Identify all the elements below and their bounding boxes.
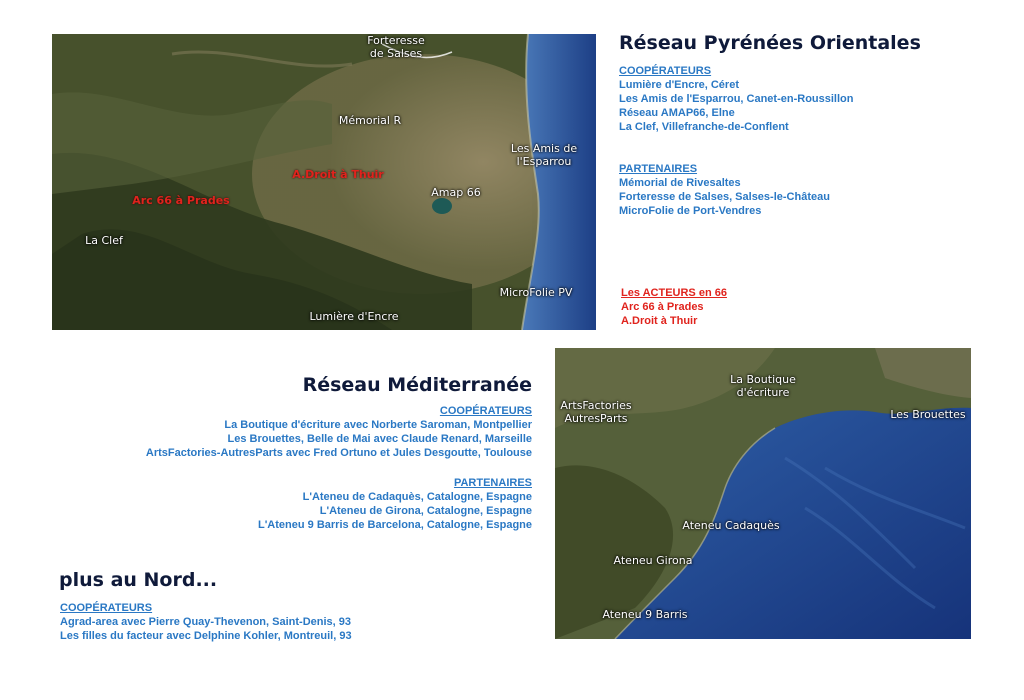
pyrenees-cooperateurs xyxy=(619,64,853,134)
list-item: La Clef, Villefranche-de-Conflent xyxy=(619,121,789,133)
list-item: Les filles du facteur avec Delphine Kohler, Montreuil, 93 xyxy=(60,630,352,642)
pyrenees-partenaires xyxy=(619,162,830,218)
map-label-brouettes: Les Brouettes xyxy=(890,408,966,421)
map-mediterranee xyxy=(555,348,971,639)
map-label-memorial: Mémorial R xyxy=(338,114,402,127)
list-item: La Boutique d'écriture avec Norberte Saroman, Montpellier xyxy=(224,419,532,431)
list-item: Réseau AMAP66, Elne xyxy=(619,107,735,119)
list-item: Les Brouettes, Belle de Mai avec Claude Renard, Marseille xyxy=(227,433,532,445)
list-item: Lumière d'Encre, Céret xyxy=(619,79,739,91)
nord-title: plus au Nord... xyxy=(59,569,218,591)
list-item: MicroFolie de Port-Vendres xyxy=(619,205,762,217)
mediterranee-cooperateurs xyxy=(60,404,532,460)
pyrenees-acteurs-head: Les ACTEURS en 66 xyxy=(621,287,727,299)
list-item: ArtsFactories-AutresParts avec Fred Ortuno et Jules Desgoutte, Toulouse xyxy=(145,447,532,459)
list-item: Forteresse de Salses, Salses-le-Château xyxy=(619,191,830,203)
mediterranee-title: Réseau Méditerranée xyxy=(302,374,532,396)
map-label-ateneu-girona: Ateneu Girona xyxy=(613,554,693,567)
list-item: Agrad-area avec Pierre Quay-Thevenon, Saint-Denis, 93 xyxy=(60,616,352,628)
mediterranee-partenaires xyxy=(160,476,532,532)
nord-cooperateurs-head: COOPÉRATEURS xyxy=(60,602,153,614)
map-label-ateneu-cadaques: Ateneu Cadaquès xyxy=(682,519,780,532)
pyrenees-cooperateurs-head: COOPÉRATEURS xyxy=(619,65,712,77)
map-label-microfolie: MicroFolie PV xyxy=(499,286,573,299)
map-label-ateneu-9-barris: Ateneu 9 Barris xyxy=(602,608,688,621)
mediterranee-partenaires-head: PARTENAIRES xyxy=(453,477,532,489)
pyrenees-partenaires-head: PARTENAIRES xyxy=(619,163,698,175)
pyrenees-title: Réseau Pyrénées Orientales xyxy=(619,32,921,54)
map-label-adroit-thuir: A.Droit à Thuir xyxy=(292,168,384,181)
list-item: A.Droit à Thuir xyxy=(621,315,698,327)
list-item: L'Ateneu 9 Barris de Barcelona, Catalogne, Espagne xyxy=(257,519,532,531)
mediterranee-cooperateurs-head: COOPÉRATEURS xyxy=(439,405,532,417)
list-item: Les Amis de l'Esparrou, Canet-en-Roussillon xyxy=(619,93,854,105)
nord-cooperateurs xyxy=(60,601,352,643)
map-label-amis-esparrou: Les Amis de l'Esparrou xyxy=(510,142,578,168)
map-label-arc66-prades: Arc 66 à Prades xyxy=(132,194,230,207)
map-label-lumiere-encre: Lumière d'Encre xyxy=(309,310,399,323)
map-label-artsfactories: ArtsFactories AutresParts xyxy=(560,399,632,425)
list-item: Arc 66 à Prades xyxy=(621,301,704,313)
map-pyrenees-orientales xyxy=(52,34,596,330)
list-item: L'Ateneu de Girona, Catalogne, Espagne xyxy=(319,505,532,517)
map-label-forteresse: Forteresse de Salses xyxy=(367,34,425,60)
pyrenees-acteurs xyxy=(621,286,727,328)
map-label-boutique-ecriture: La Boutique d'écriture xyxy=(730,373,796,399)
map-label-la-clef: La Clef xyxy=(85,234,123,247)
list-item: Mémorial de Rivesaltes xyxy=(619,177,741,189)
list-item: L'Ateneu de Cadaquès, Catalogne, Espagne xyxy=(302,491,532,503)
map-label-amap66: Amap 66 xyxy=(431,186,481,199)
